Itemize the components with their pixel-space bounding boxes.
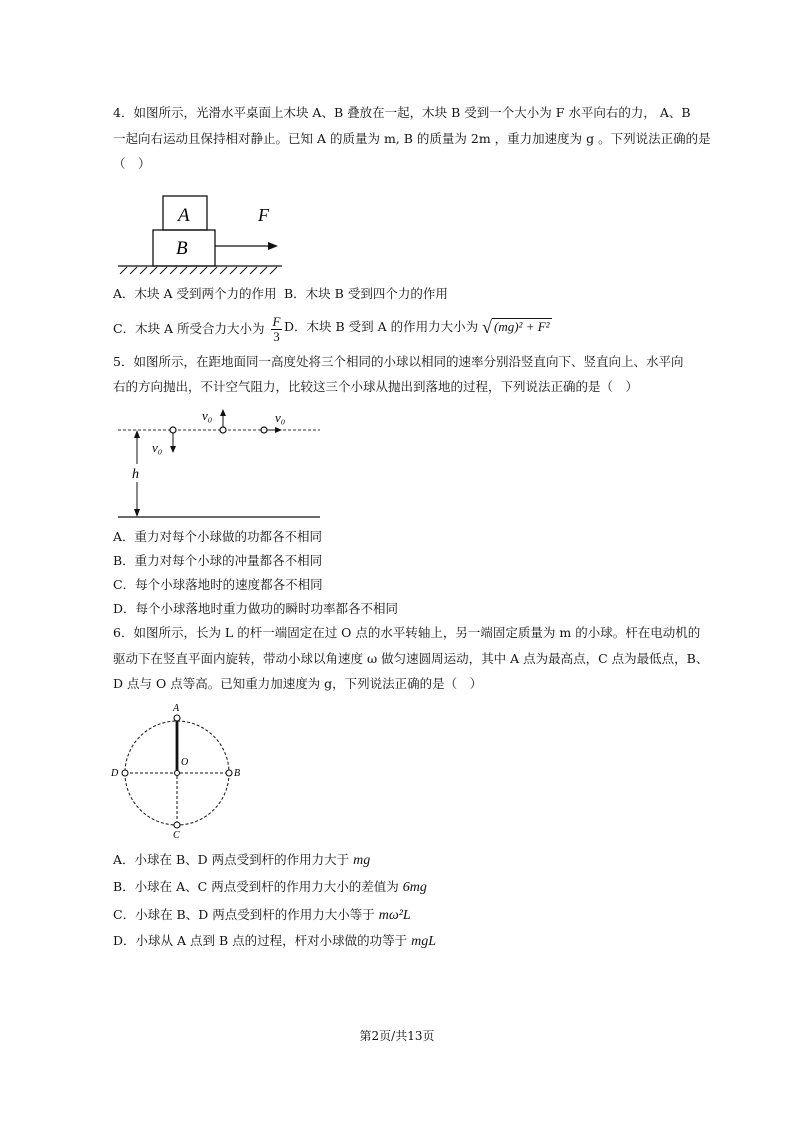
velocity-down-label: v₀: [152, 440, 163, 455]
q4-option-b[interactable]: [284, 285, 448, 303]
label-o: O: [181, 757, 189, 768]
q4-option-c-text: C．木块 A 所受合力大小为: [113, 321, 265, 336]
block-b-label: B: [176, 238, 188, 259]
q6-option-b-expr: 6mg: [402, 880, 427, 895]
q5-option-c[interactable]: [113, 576, 323, 594]
height-arrowhead-down: [134, 509, 140, 517]
q4-option-d-sqrt: [482, 317, 551, 337]
point-o: [175, 771, 180, 776]
force-arrowhead: [268, 242, 278, 250]
velocity-down-arrowhead: [170, 446, 176, 453]
ground-hatching: [120, 267, 277, 274]
q6-option-d[interactable]: [113, 932, 436, 951]
q4-option-d-text: D．木块 B 受到 A 的作用力大小为: [284, 319, 479, 334]
q4-option-d-expr: (mg)² + F²: [494, 319, 550, 334]
label-c: C: [173, 830, 180, 840]
block-a-label: A: [178, 205, 190, 226]
height-label: h: [132, 467, 139, 482]
height-arrowhead-up: [134, 430, 140, 438]
q5-option-b-text: B．重力对每个小球的冲量都各不相同: [113, 553, 323, 568]
q6-option-b-text: B．小球在 A、C 两点受到杆的作用力大小的差值为: [113, 879, 399, 894]
q5-option-c-text: C．每个小球落地时的速度都各不相同: [113, 577, 323, 592]
q4-option-a-text: A．木块 A 受到两个力的作用: [113, 286, 277, 301]
q5-option-a-text: A．重力对每个小球做的功都各不相同: [113, 529, 323, 544]
point-a-ball: [174, 715, 180, 721]
q6-option-c-text: C．小球在 B、D 两点受到杆的作用力大小等于: [113, 907, 375, 922]
q4-option-a[interactable]: [113, 285, 277, 303]
q4-figure: [110, 188, 290, 278]
label-b: B: [234, 768, 241, 779]
q5-option-a[interactable]: [113, 528, 322, 546]
force-label: F: [258, 205, 269, 225]
q4-stem-line-2: 一起向右运动且保持相对静止。已知 A 的质量为 m, B 的质量为 2m ，重力加速度为 g 。下列说法正确的是: [113, 131, 711, 146]
q6-option-c-expr: mω²L: [378, 908, 411, 923]
fraction-denominator: 3: [273, 329, 280, 344]
ball-right: [261, 427, 267, 433]
q5-figure: [110, 402, 325, 522]
ball-down: [170, 427, 176, 433]
q6-option-a-text: A．小球在 B、D 两点受到杆的作用力大于: [113, 852, 350, 867]
page-number: 第2页/共13页: [359, 1029, 435, 1043]
q6-option-a[interactable]: [113, 851, 370, 870]
q5-stem-line-1: 5．如图所示，在距地面同一高度处将三个相同的小球以相同的速率分别沿竖直向下、竖直向上、水平向: [113, 354, 684, 369]
q5-option-d-text: D．每个小球落地时重力做功的瞬时功率都各不相同: [113, 601, 399, 616]
label-a: A: [173, 703, 180, 714]
ball-up: [220, 427, 226, 433]
q5-option-b[interactable]: [113, 552, 322, 570]
point-d: [122, 770, 128, 776]
q6-option-a-expr: mg: [353, 853, 371, 868]
point-b: [226, 770, 232, 776]
velocity-up-label: v₀: [202, 408, 213, 423]
label-d: D: [111, 768, 119, 779]
radical-icon: √: [482, 317, 493, 337]
q6-figure: [110, 700, 255, 840]
velocity-right-label: v₀: [275, 410, 286, 425]
q6-option-c[interactable]: [113, 906, 411, 925]
q6-option-d-text: D．小球从 A 点到 B 点的过程，杆对小球做的功等于: [113, 933, 408, 948]
q5-stem-line-2: 右的方向抛出，不计空气阻力，比较这三个小球从抛出到落地的过程，下列说法正确的是（ ）: [113, 379, 639, 394]
q4-option-b-text: B．木块 B 受到四个力的作用: [284, 286, 448, 301]
q5-option-d[interactable]: [113, 600, 398, 618]
q4-option-c[interactable]: [113, 315, 284, 344]
q4-option-c-fraction: [271, 315, 283, 344]
velocity-right-arrowhead: [275, 427, 282, 433]
fraction-numerator: F: [272, 314, 281, 329]
q6-stem-line-2: 驱动下在竖直平面内旋转，带动小球以角速度 ω 做匀速圆周运动，其中 A 点为最高点，C 点为最低点，B、: [113, 651, 709, 666]
q4-stem-line-3: （ ）: [113, 156, 151, 171]
velocity-up-arrowhead: [220, 409, 226, 416]
q4-stem-line-1: 4．如图所示，光滑水平桌面上木块 A、B 叠放在一起，木块 B 受到一个大小为 F 水平向右的力， A、B: [113, 105, 691, 120]
q4-option-d[interactable]: [284, 318, 552, 336]
q6-option-d-expr: mgL: [411, 934, 437, 949]
point-c: [174, 822, 180, 828]
q6-stem-line-3: D 点与 O 点等高。已知重力加速度为 g，下列说法正确的是（ ）: [113, 676, 483, 691]
q6-stem-line-1: 6．如图所示，长为 L 的杆一端固定在过 O 点的水平转轴上，另一端固定质量为 m 的小球。杆在电动机的: [113, 625, 701, 640]
q6-option-b[interactable]: [113, 878, 427, 897]
